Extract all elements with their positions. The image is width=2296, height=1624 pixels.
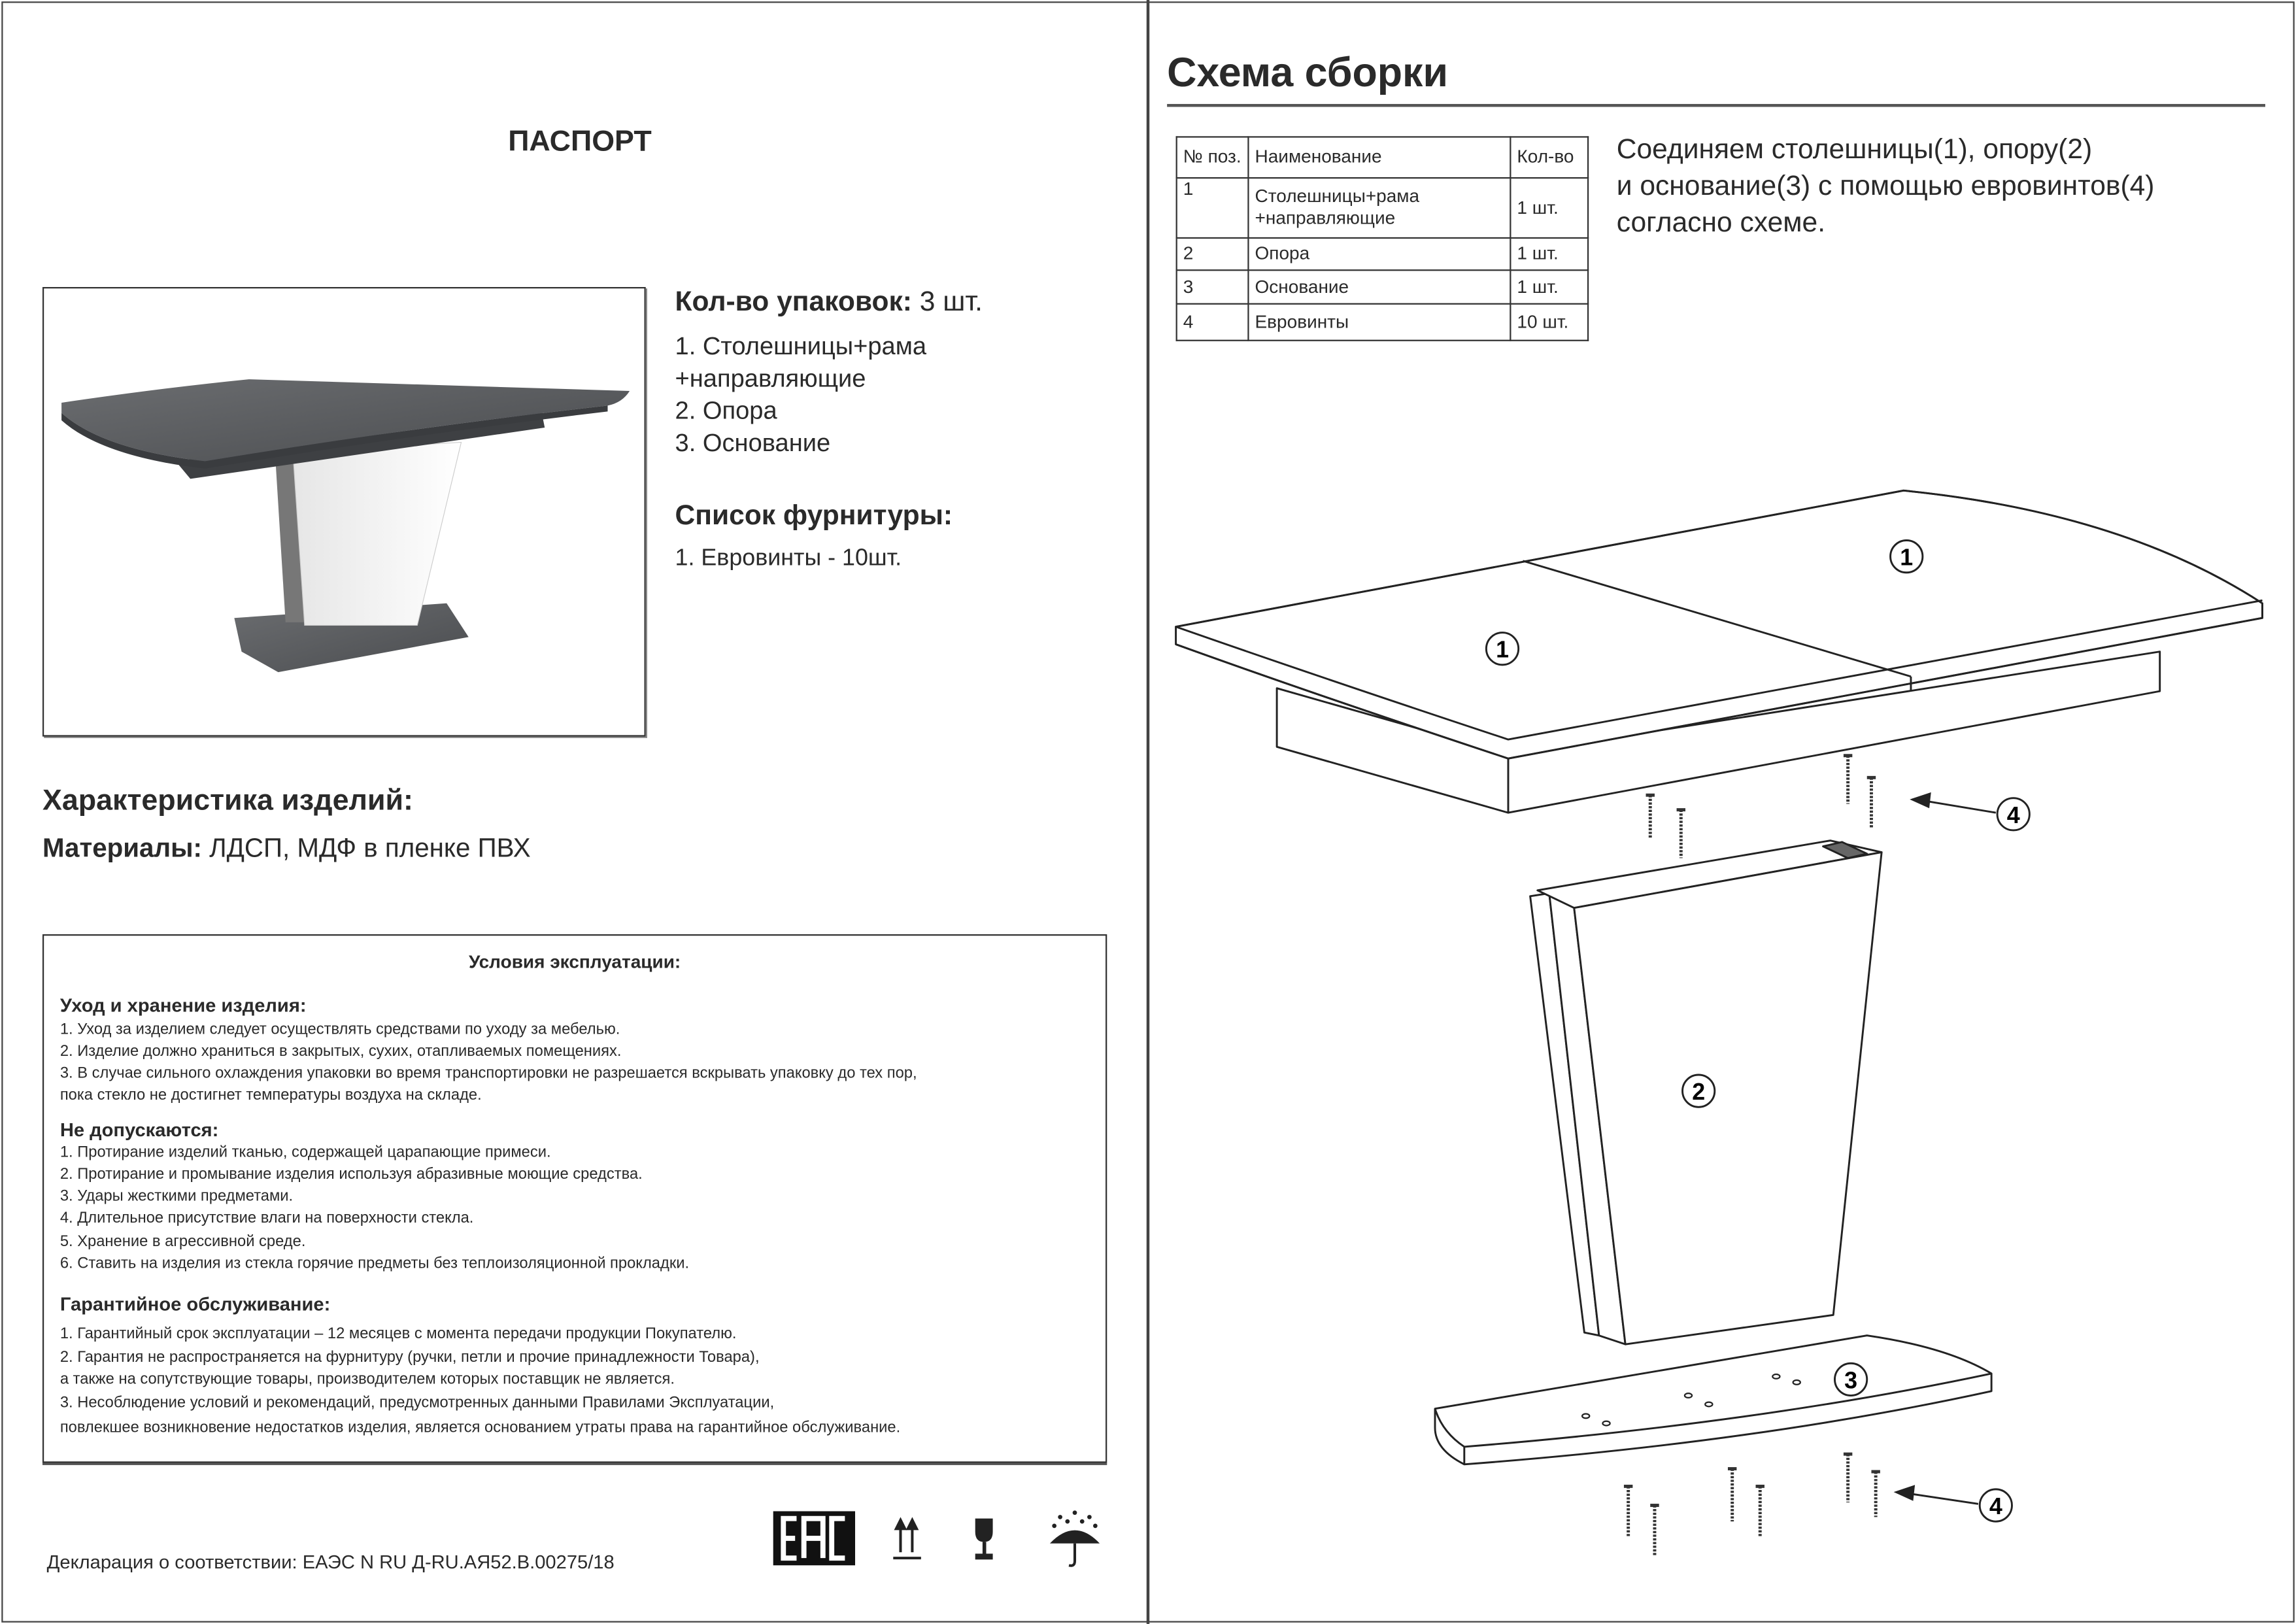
cell-name-line: Столешницы+рама: [1255, 186, 1420, 207]
care-item: пока стекло не достигнет температуры воздуха на складе.: [59, 1086, 482, 1104]
forbidden-title: Не допускаются:: [59, 1119, 219, 1141]
warranty-item: 3. Несоблюдение условий и рекомендаций, предусмотренных данными Правилами Эксплуатации,: [59, 1394, 775, 1412]
characteristics-title: Характеристика изделий:: [42, 785, 413, 817]
hardware-title: Список фурнитуры:: [675, 501, 953, 532]
hardware-item: 1. Евровинты - 10шт.: [675, 546, 902, 571]
forbidden-item: 3. Удары жесткими предметами.: [59, 1187, 294, 1206]
cell-pos: 3: [1177, 270, 1249, 304]
cell-qty: 1 шт.: [1510, 270, 1588, 304]
cell-name: Евровинты: [1248, 304, 1510, 341]
instruction-line: и основание(3) с помощью евровинтов(4): [1616, 171, 2155, 203]
cell-name: Основание: [1248, 270, 1510, 304]
materials-value: ЛДСП, МДФ в пленке ПВХ: [201, 833, 531, 863]
care-item: 1. Уход за изделием следует осуществлять средствами по уходу за мебелью.: [59, 1021, 620, 1039]
warranty-item: повлекшее возникновение недостатков изделия, является основанием утраты права на гарантийное обслуживание.: [59, 1419, 901, 1437]
cell-pos: 1: [1177, 178, 1249, 238]
svg-text:1: 1: [1496, 636, 1510, 663]
cell-pos: 4: [1177, 304, 1249, 341]
label-support: [1683, 1075, 1715, 1107]
package-item: 3. Основание: [675, 429, 831, 457]
package-item: 2. Опора: [675, 396, 777, 425]
label-screws-top: [1997, 798, 2029, 830]
base-drawing: [1435, 1336, 1991, 1464]
cell-qty: 1 шт.: [1510, 178, 1588, 238]
svg-text:4: 4: [1989, 1493, 2002, 1519]
care-item: 2. Изделие должно храниться в закрытых, сухих, отапливаемых помещениях.: [59, 1042, 622, 1060]
svg-text:3: 3: [1844, 1367, 1858, 1394]
cell-name: Опора: [1248, 238, 1510, 270]
cell-pos: 2: [1177, 238, 1249, 270]
warranty-title: Гарантийное обслуживание:: [59, 1293, 331, 1315]
warranty-item: 2. Гарантия не распространяется на фурнитуру (ручки, петли и прочие принадлежности Товара),: [59, 1348, 760, 1366]
instruction-line: Соединяем столешницы(1), опору(2): [1616, 135, 2093, 166]
packages-label: Кол-во упаковок:: [675, 287, 912, 318]
instruction-line: согласно схеме.: [1616, 208, 1826, 239]
svg-text:4: 4: [2006, 802, 2020, 828]
declaration: Декларация о соответствии: ЕАЭС N RU Д-RU.АЯ52.В.00275/18: [46, 1550, 615, 1573]
cell-qty: 1 шт.: [1510, 238, 1588, 270]
forbidden-item: 2. Протирание и промывание изделия используя абразивные моющие средства.: [59, 1165, 643, 1183]
label-tabletop-2: [1486, 633, 1518, 665]
label-screws-bottom: [1980, 1489, 2012, 1521]
conditions-title: Условия эксплуатации:: [468, 951, 681, 973]
package-item: 1. Столешницы+рама: [675, 332, 927, 360]
tabletop-drawing: [1176, 490, 2263, 813]
assembly-title: Схема сборки: [1167, 50, 1449, 95]
warranty-item: а также на сопутствующие товары, производителем которых поставщик не является.: [59, 1370, 675, 1389]
cell-name-line: +направляющие: [1255, 208, 1396, 229]
header-pos: № поз.: [1177, 137, 1249, 178]
cell-qty: 10 шт.: [1510, 304, 1588, 341]
header-name: Наименование: [1248, 137, 1510, 178]
package-item: +направляющие: [675, 364, 866, 393]
header-qty: Кол-во: [1510, 137, 1588, 178]
forbidden-item: 4. Длительное присутствие влаги на поверхности стекла.: [59, 1210, 474, 1227]
packages-value: 3 шт.: [911, 287, 983, 318]
svg-text:2: 2: [1692, 1079, 1706, 1106]
forbidden-item: 1. Протирание изделий тканью, содержащей царапающие примеси.: [59, 1143, 551, 1162]
svg-text:1: 1: [1900, 544, 1914, 571]
care-item: 3. В случае сильного охлаждения упаковки во время транспортировки не разрешается вскрывать упаковку до тех пор,: [59, 1064, 917, 1083]
label-base: [1834, 1363, 1866, 1395]
page-title: ПАСПОРТ: [508, 126, 652, 158]
forbidden-item: 6. Ставить на изделия из стекла горячие предметы без теплоизоляционной прокладки.: [59, 1255, 690, 1273]
warranty-item: 1. Гарантийный срок эксплуатации – 12 месяцев с момента передачи продукции Покупателю.: [59, 1325, 737, 1343]
materials-label: Материалы:: [42, 833, 202, 863]
care-title: Уход и хранение изделия:: [59, 994, 307, 1017]
label-tabletop-1: [1891, 540, 1923, 572]
forbidden-item: 5. Хранение в агрессивной среде.: [59, 1232, 306, 1251]
